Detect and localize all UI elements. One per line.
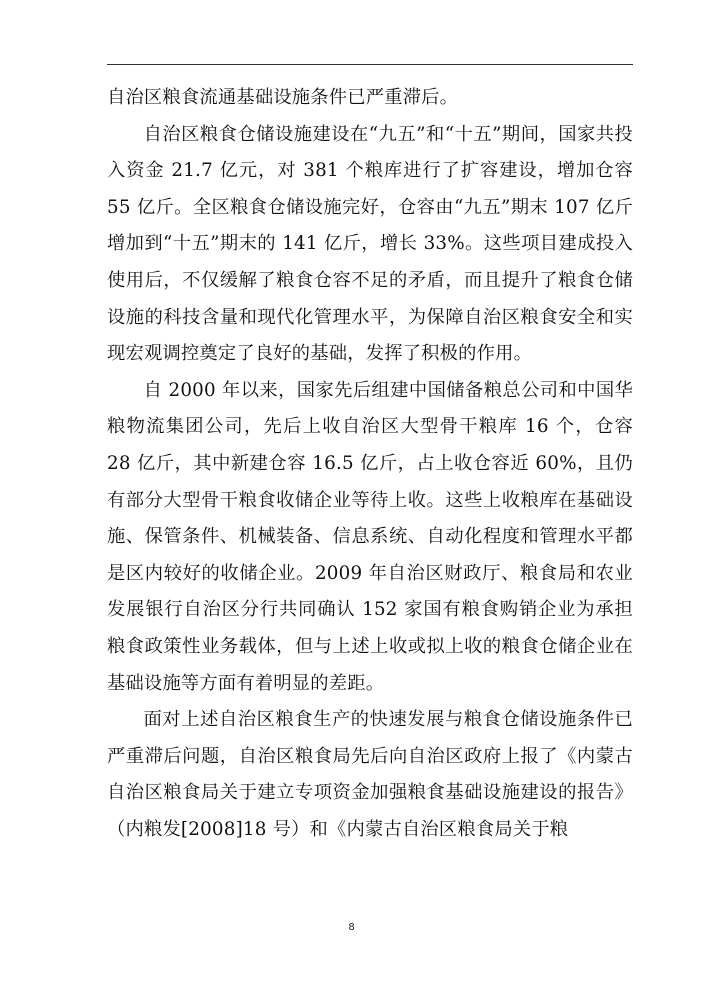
paragraph-reports-submitted: 面对上述自治区粮食生产的快速发展与粮食仓储设施条件已严重滞后问题，自治区粮食局先后向自治区政府上报了《内蒙古自治区粮食局关于建立专项资金加强粮食基础设施建设的报告》（内粮发[2008]18 号）和《内蒙古自治区粮食局关于粮 bbox=[107, 709, 633, 840]
paragraph-storage-construction: 自治区粮食仓储设施建设在“九五”和“十五”期间，国家共投入资金 21.7 亿元，对 381 个粮库进行了扩容建设，增加仓容 55 亿斤。全区粮食仓储设施完好，仓容由“九五”期末 107 亿斤增加到“十五”期末的 141 亿斤，增长 33%。这些项目建成投入使用后，不仅缓解了粮食仓容不足的矛盾，而且提升了粮食仓储设施的科技含量和现代化管理水平，为保障自治区粮食安全和实现宏观调控奠定了良好的基础，发挥了积极的作用。 bbox=[107, 123, 633, 365]
header-rule bbox=[107, 64, 633, 65]
paragraph-continuation: 自治区粮食流通基础设施条件已严重滞后。 bbox=[107, 87, 459, 108]
page-number: 8 bbox=[348, 922, 355, 933]
page-body bbox=[107, 80, 633, 848]
paragraph-national-takeover: 自 2000 年以来，国家先后组建中国储备粮总公司和中国华粮物流集团公司，先后上收自治区大型骨干粮库 16 个，仓容 28 亿斤，其中新建仓容 16.5 亿斤，占上收仓容近 60%，且仍有部分大型骨干粮食收储企业等待上收。这些上收粮库在基础设施、保管条件、机械装备、信息系统、自动化程度和管理水平都是区内较好的收储企业。2009 年自治区财政厅、粮食局和农业发展银行自治区分行共同确认 152 家国有粮食购销企业为承担粮食政策性业务载体，但与上述上收或拟上收的粮食仓储企业在基础设施等方面有着明显的差距。 bbox=[107, 379, 633, 694]
